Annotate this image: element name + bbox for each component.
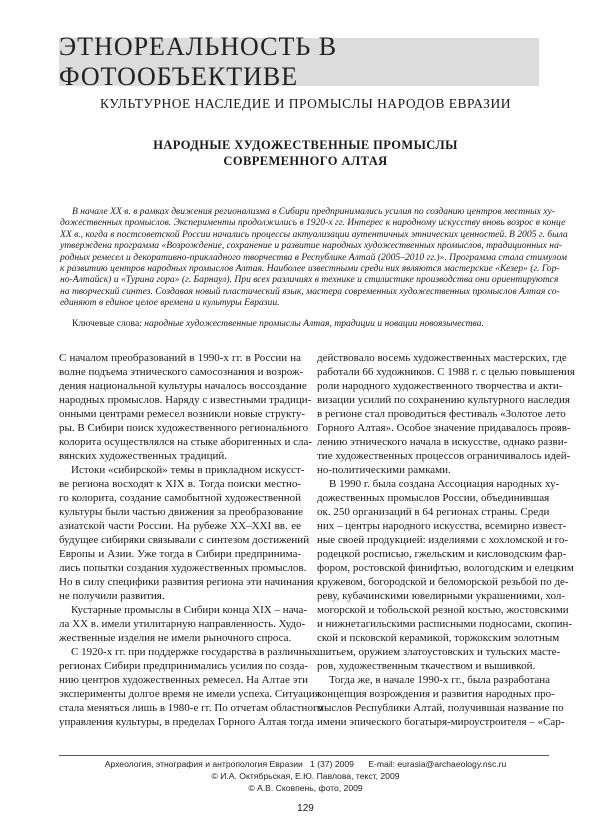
text-line: к развитию центров народных промыслов Алтая. Наиболее известными среди них являются мастерские «Кезер» (г. Гор- [60,263,560,275]
text-line: В начале XX в. в рамках движения регионализма в Сибири предпринимались усилия по созданию центров местных ху- [72,206,555,217]
keywords-label: Ключевые слова: [72,318,142,329]
text-line: ров, художественным ткачеством и вышивкой. [317,660,536,672]
journal-issue: 1 (37) 2009 [309,759,354,769]
text-line: имени эпического богатыря-мироустроителя – «Сар- [317,716,565,728]
journal-name: Археология, этнография и антропология Евразии [104,759,303,769]
keywords-text: народные художественные промыслы Алтая, традиции и новации новоязычества. [144,318,484,329]
paragraph [59,603,308,645]
text-line: реву, кубачинскими ювелирными украшениями, хол- [317,590,566,602]
text-line: вянских художественных традиций. [59,450,228,462]
text-line: тие художественных процессов ограничивалось идей- [317,450,571,462]
paragraph [59,463,314,603]
text-line: С началом преобразований в 1990-х гг. в России на [59,352,301,364]
paragraph [59,351,313,463]
copyright-text: © И.А. Октябрьская, Е.Ю. Павлова, текст, 2009 [211,771,400,781]
text-line: эксперименты долгое время не имели успеха. Ситуация [59,688,320,700]
text-line: будущее сибиряки связывали с синтезом достижений [59,534,310,546]
text-line: роли народного художественного творчества и акти- [317,380,563,392]
paragraph [59,645,323,729]
text-line: концепция возрождения и развития народных про- [317,688,555,700]
text-line: мыслов Республики Алтай, получившая название по [317,702,564,714]
text-line: родецкой росписью, гжельским и кисловодским фар- [317,548,567,560]
title-line: СОВРЕМЕННОГО АЛТАЯ [223,154,388,168]
text-line: могорской и тобольской резной костью, жостовскими [317,604,569,616]
text-line: жественные изделия не имели рыночного спроса. [59,632,292,644]
text-line: единяют в единое целое времена и культуры Евразии. [60,297,280,309]
text-line: колорита осуществлялся на стыке аборигенных и сла- [59,436,313,448]
text-line: волне подъема этнического самосознания и возрож- [59,366,304,378]
text-line: го колорита, создание самобытной художественной [59,492,301,504]
title-line: НАРОДНЫЕ ХУДОЖЕСТВЕННЫЕ ПРОМЫСЛЫ [153,138,458,152]
paragraph [317,477,574,673]
paragraph [317,351,575,477]
text-line: народных промыслов. Наряду с известными традици- [59,394,312,406]
text-line: азиатской части России. На рубеже XX–XXI вв. ее [59,520,301,532]
text-line: дожественных промыслов России, объединившая [317,492,550,504]
text-line: на творческий синтез. Создавая новый пластический язык, мастера современных художественных промыслов Алтая со- [60,285,560,297]
text-line: XX в., когда в постсоветской России начались процессы актуализации аутентичных этнических ценностей. В 2005 г. была [60,228,568,240]
text-line: нию центров художественных ремесел. На Алтае эти [59,674,308,686]
text-line: визации усилий по сохранению культурного наследия [317,394,570,406]
page-number: 129 [297,803,314,814]
text-line: лись попытки создания художественных промыслов. [59,562,307,574]
text-line: ве региона восходят к XIX в. Тогда поиски местно- [59,478,301,490]
text-line: Европы и Азии. Уже тогда в Сибири предпринима- [59,548,301,560]
text-line: С 1920-х гг. при поддержке государства в различных [71,646,318,658]
text-line: работали 66 художников. С 1988 г. с целью повышения [317,366,575,378]
text-line: утверждена программа «Возрождение, сохранение и развитие народных художественных промыслов, традиционных на- [60,240,563,252]
text-line: Кустарные промыслы в Сибири конца XIX – нача- [71,604,308,616]
copyright-photo: © А.В. Сковпень, фото, 2009 [248,783,363,793]
text-line: кружевом, богородской и беломорской резьбой по де- [317,576,569,588]
text-line: ской и псковской керамикой, торжокским золотным [317,632,560,644]
article-title [0,137,611,169]
keywords [72,318,484,330]
text-line: ла XX в. имели утилитарную направленность. Худо- [59,618,306,630]
text-line: культуры были частью движения за преобразование [59,506,303,518]
paragraph [317,673,565,729]
text-line: Горного Алтая». Особое значение придавалось прояв- [317,422,571,434]
rubric-banner [59,32,539,91]
left-column [59,351,323,729]
text-line: Но в силу специфики развития региона эти начинания [59,576,314,588]
section-heading: КУЛЬТУРНОЕ НАСЛЕДИЕ И ПРОМЫСЛЫ НАРОДОВ ЕВРАЗИИ [100,96,511,111]
text-line: Тогда же, в начале 1990-х гг., была разработана [329,674,551,686]
text-line: но-Алтайск) и «Турина гора» (г. Барнаул). При всех различиях в технике и стилистике производства они ориентируются [60,274,559,286]
text-line: лению этнического начала в искусстве, однако разви- [317,436,568,448]
text-line: В 1990 г. была создана Ассоциация народных ху- [329,478,560,490]
text-line: в регионе стал проводиться фестиваль «Золотое лето [317,408,566,420]
text-line: регионах Сибири предпринимались усилия по созда- [59,660,309,672]
text-line: но-политическими рамками. [317,464,451,476]
footer-journal-line [0,759,611,770]
text-line: действовало восемь художественных мастерских, где [317,352,567,364]
text-line: ок. 250 организаций в 64 регионах страны. Среди [317,506,550,518]
right-column [317,351,575,729]
text-line: шитьем, оружием златоустовских и тульских масте- [317,646,561,658]
footer-rule [59,755,549,756]
journal-email[interactable]: E-mail: eurasia@archaeology.nsc.ru [368,759,507,769]
abstract [60,206,568,309]
text-line: стала меняться лишь в 1980-е гг. По отчетам областного [59,702,323,714]
text-line: ры. В Сибири поиск художественного регионального [59,422,309,434]
text-line: них – центры народного искусства, всемирно извест- [317,520,567,532]
text-line: фором, ростовской финифтью, вологодским и елецким [317,562,574,574]
text-line: дожественных промыслов. Эксперименты продолжились в 1920-х гг. Интерес к народному искусству вновь возрос в конце [60,217,566,229]
text-line: дения национальной культуры началось воссоздание [59,380,307,392]
text-line: онными центрами ремесел возникли новые структу- [59,408,305,420]
text-line: Истоки «сибирской» темы в прикладном искусст- [71,464,305,476]
text-line: ные своей продукцией: изделиями с хохломской и го- [317,534,568,546]
rubric-title: ЭТНОРЕАЛЬНОСТЬ В ФОТООБЪЕКТИВЕ [59,32,338,91]
text-line: родных ремесел и декоративно-прикладного творчества в Республике Алтай (2005–2010 гг.)». Программа стала стимулом [60,251,567,263]
text-line: не получили развития. [59,590,165,602]
text-line: и нижнетагильскими расписными подносами, скопин- [317,618,573,630]
text-line: управления культуры, в пределах Горного Алтая тогда [59,716,314,728]
